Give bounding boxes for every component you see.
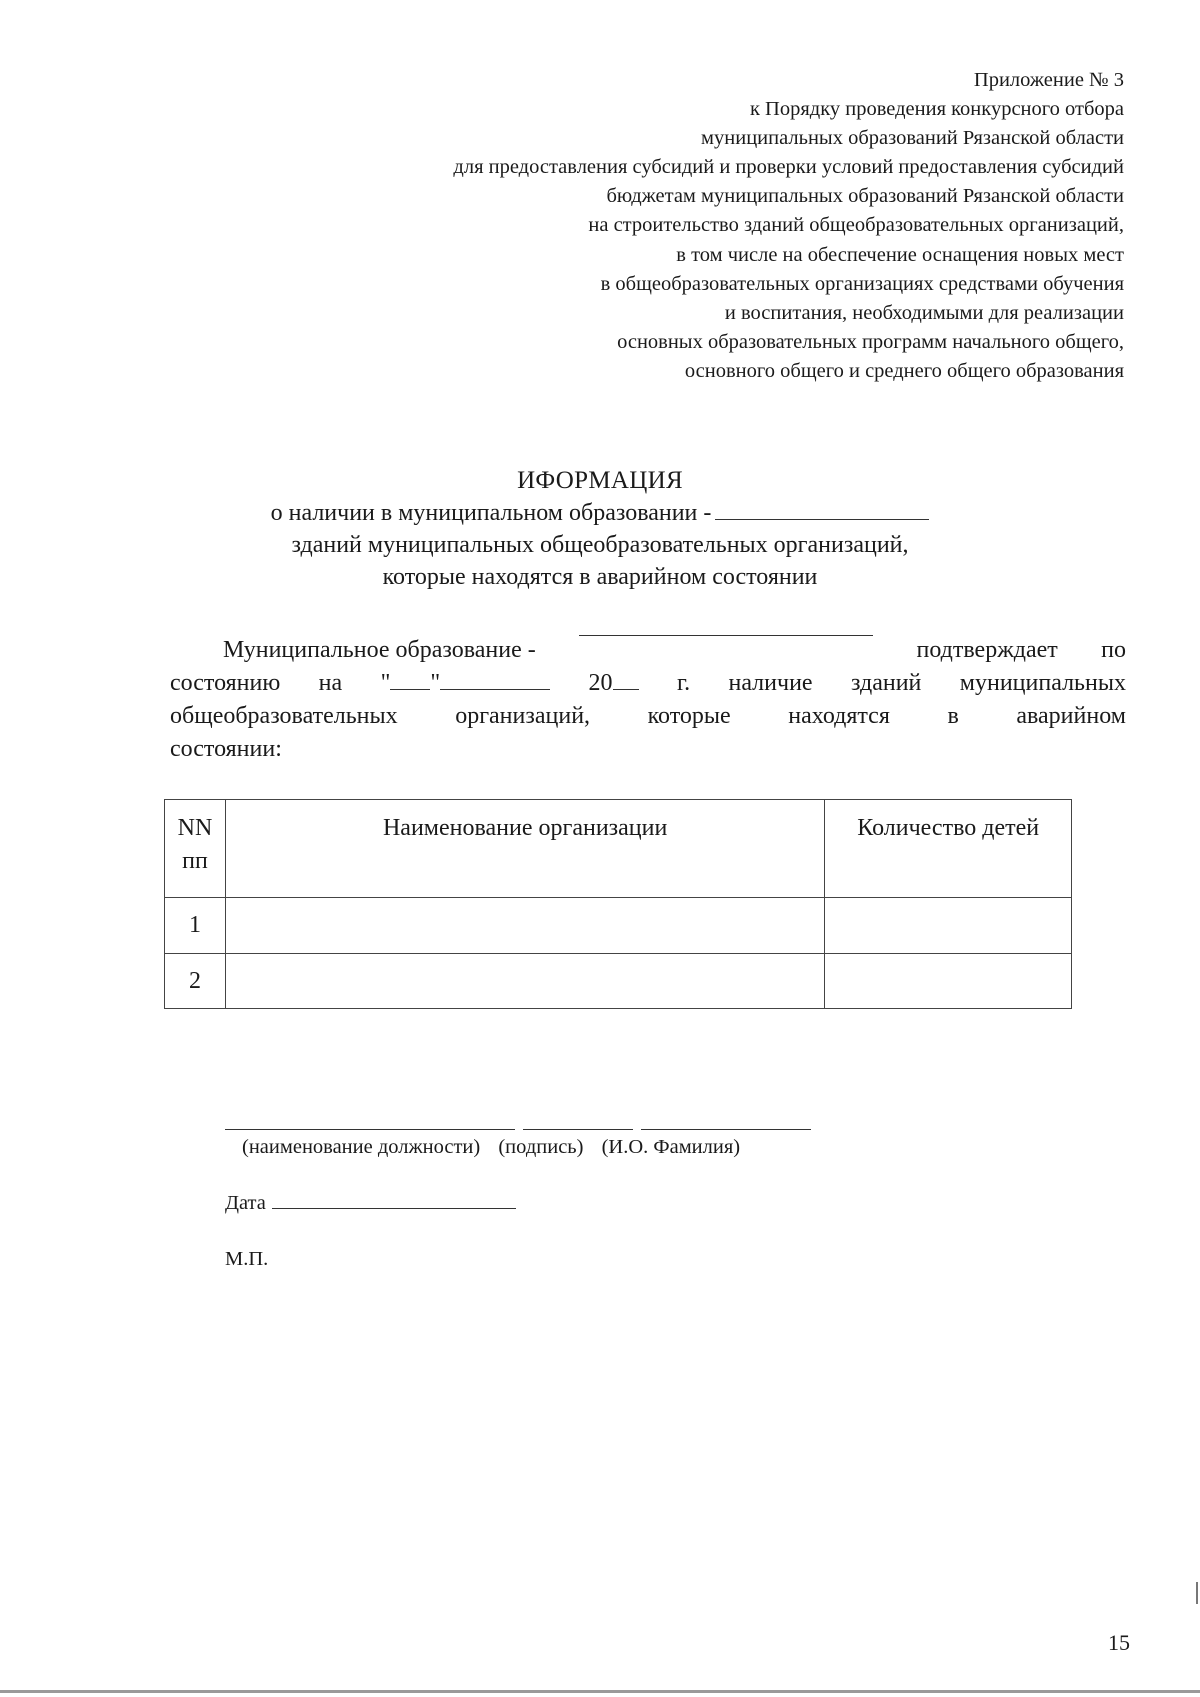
- caption-signature: (подпись): [498, 1136, 584, 1158]
- paragraph-word: подтверждает: [916, 637, 1058, 663]
- appendix-line: Приложение № 3: [973, 69, 1124, 91]
- cell-children-count[interactable]: [825, 898, 1072, 954]
- header-number-line-1: NN: [177, 815, 213, 841]
- paragraph-word: муниципальных: [959, 670, 1126, 696]
- paragraph-word: состоянии:: [170, 736, 282, 762]
- appendix-line: бюджетам муниципальных образований Рязанской области: [606, 185, 1124, 208]
- cell-number: 1: [165, 898, 226, 954]
- body-paragraph: [170, 634, 1126, 766]
- paragraph-word: общеобразовательных: [170, 703, 398, 729]
- year-fill-group: [589, 667, 639, 700]
- table-header-row: [165, 800, 1072, 898]
- heading-line-2: зданий муниципальных общеобразовательных организаций,: [291, 532, 909, 558]
- paragraph-word: в: [947, 703, 959, 729]
- signature-captions: [225, 1136, 811, 1159]
- cell-organization-name[interactable]: [225, 898, 825, 954]
- heading-text: о наличии в муниципальном образовании -: [270, 500, 712, 526]
- paragraph-word: на: [318, 670, 343, 696]
- paragraph-word: аварийном: [1016, 703, 1126, 729]
- paragraph-line: [170, 733, 1126, 766]
- scan-artifact: [1196, 1582, 1198, 1604]
- paragraph-line: [170, 700, 1126, 733]
- scan-edge: [0, 1690, 1200, 1693]
- paragraph-word: наличие: [728, 670, 813, 696]
- date-fill-group: [381, 667, 551, 700]
- paragraph-word: Муниципальное образование -: [223, 637, 536, 663]
- heading-line-3: которые находятся в аварийном состоянии: [382, 564, 818, 590]
- page-number: 15: [1108, 1630, 1130, 1655]
- document-title: ИФОРМАЦИЯ: [517, 467, 683, 494]
- document-heading: [0, 465, 1200, 593]
- date-blank-field[interactable]: [272, 1207, 516, 1209]
- appendix-line: основных образовательных программ начального общего,: [617, 330, 1124, 353]
- paragraph-word: зданий: [850, 670, 922, 696]
- date-row: [225, 1192, 516, 1215]
- signature-blank-field[interactable]: [523, 1112, 633, 1130]
- appendix-line: к Порядку проведения конкурсного отбора: [749, 98, 1124, 121]
- header-number: [165, 800, 226, 898]
- organizations-table: [164, 799, 1072, 1009]
- caption-position: (наименование должности): [242, 1136, 481, 1158]
- paragraph-word: находятся: [788, 703, 890, 729]
- stamp-placeholder: М.П.: [225, 1248, 269, 1270]
- position-blank-field[interactable]: [225, 1112, 515, 1130]
- quote-mark: ": [380, 670, 391, 696]
- paragraph-word: г.: [676, 670, 691, 696]
- signature-lines: [225, 1112, 811, 1130]
- table-row: [165, 954, 1072, 1009]
- paragraph-word: состоянию: [170, 670, 281, 696]
- heading-line-1: [0, 497, 1200, 529]
- appendix-line: и воспитания, необходимыми для реализации: [724, 301, 1124, 324]
- paragraph-word: по: [1101, 637, 1126, 663]
- year-blank-field[interactable]: [613, 688, 639, 690]
- paragraph-word: организаций,: [455, 703, 591, 729]
- appendix-line: муниципальных образований Рязанской области: [701, 127, 1124, 150]
- header-organization-name: Наименование организации: [225, 800, 825, 898]
- appendix-line: основного общего и среднего общего образования: [684, 359, 1124, 382]
- date-label: Дата: [225, 1192, 266, 1214]
- table-row: [165, 898, 1072, 954]
- name-blank-field[interactable]: [641, 1112, 811, 1130]
- paragraph-line: [170, 667, 1126, 700]
- header-children-count: Количество детей: [825, 800, 1072, 898]
- paragraph-word: которые: [647, 703, 731, 729]
- month-blank-field[interactable]: [440, 688, 550, 690]
- day-blank-field[interactable]: [390, 688, 430, 690]
- cell-children-count[interactable]: [825, 954, 1072, 1009]
- year-prefix: 20: [588, 670, 613, 696]
- appendix-line: в общеобразовательных организациях средствами обучения: [600, 272, 1124, 295]
- caption-name: (И.О. Фамилия): [601, 1136, 741, 1158]
- quote-mark: ": [430, 670, 441, 696]
- appendix-header: [453, 66, 1124, 386]
- header-number-line-2: пп: [182, 848, 208, 874]
- appendix-line: на строительство зданий общеобразовательных организаций,: [588, 214, 1124, 237]
- appendix-line: для предоставления субсидий и проверки условий предоставления субсидий: [453, 156, 1124, 179]
- municipality-blank-field[interactable]: [715, 518, 929, 520]
- cell-organization-name[interactable]: [225, 954, 825, 1009]
- appendix-line: в том числе на обеспечение оснащения новых мест: [676, 243, 1124, 266]
- paragraph-line: [170, 634, 1126, 667]
- municipality-blank-field[interactable]: [579, 634, 873, 636]
- signature-block: [225, 1112, 811, 1159]
- cell-number: 2: [165, 954, 226, 1009]
